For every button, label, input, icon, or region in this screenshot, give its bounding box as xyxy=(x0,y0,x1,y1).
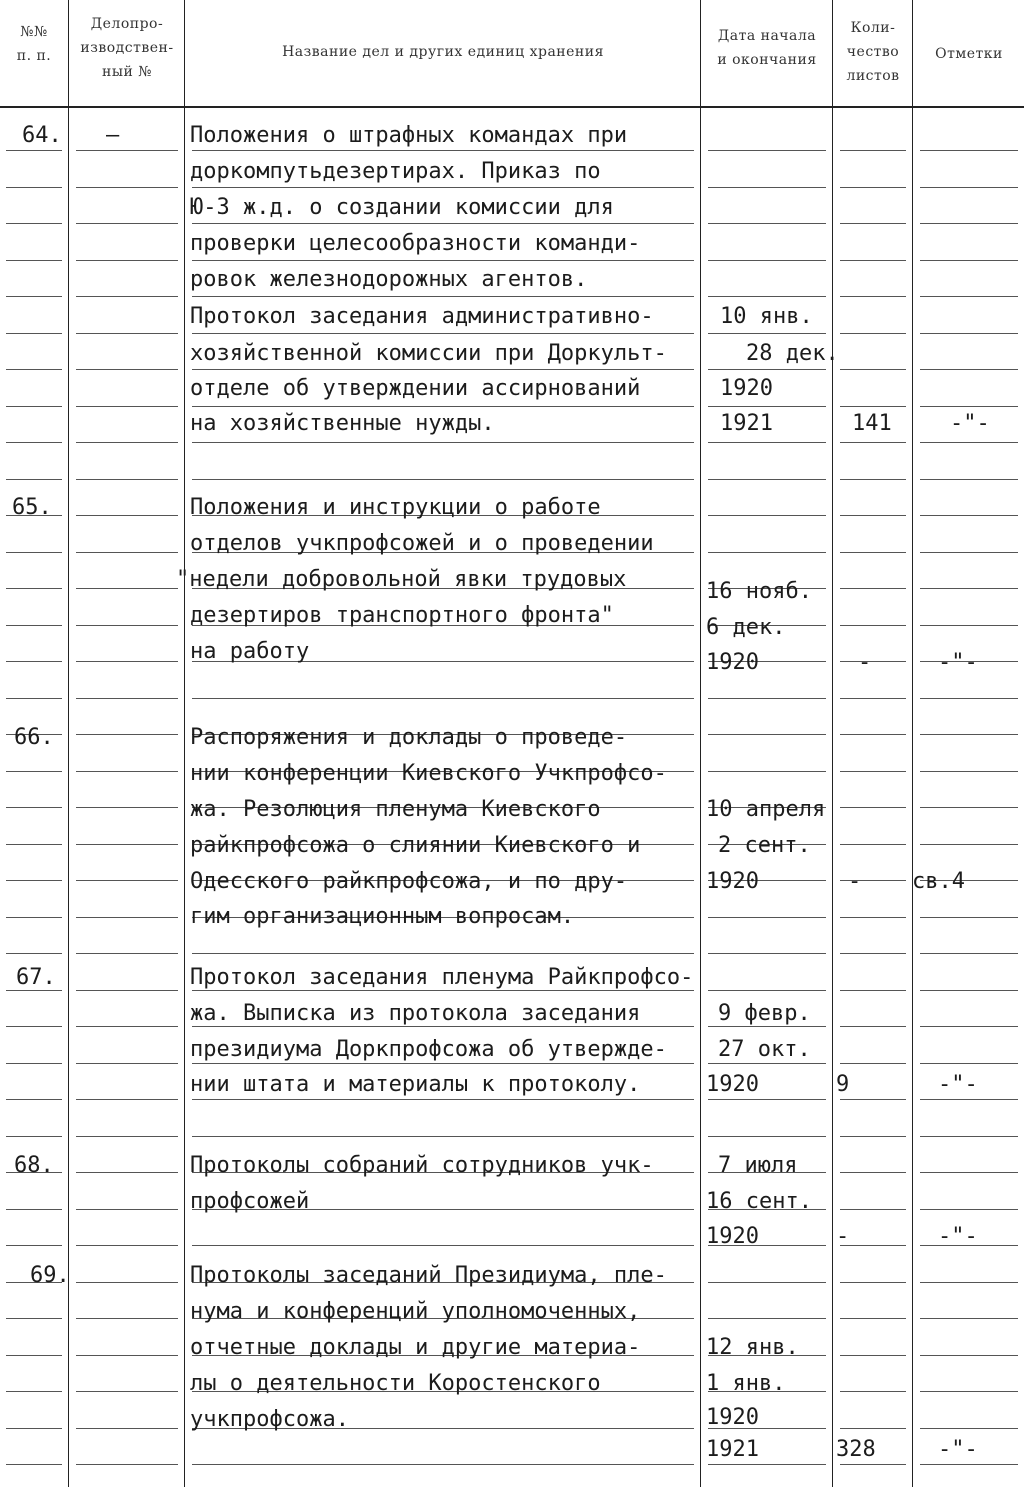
ledger-rule xyxy=(920,625,1018,626)
ledger-rule xyxy=(76,917,178,918)
title-line: нии конференции Киевского Учкпрофсо- xyxy=(190,761,667,786)
ledger-rule xyxy=(76,1282,178,1283)
ledger-rule xyxy=(76,296,178,297)
notes: св.4 xyxy=(912,869,965,894)
entry-number: 64. xyxy=(22,123,62,148)
ledger-rule xyxy=(840,625,906,626)
ledger-rule xyxy=(76,625,178,626)
title-line: Ю-З ж.д. о создании комиссии для xyxy=(190,195,614,220)
ledger-rule xyxy=(708,260,826,261)
notes: -"- xyxy=(938,1224,978,1249)
ledger-rule xyxy=(920,698,1018,699)
date-year: 1920 xyxy=(706,650,759,675)
ledger-rule xyxy=(840,917,906,918)
header-col-notes: Отметки xyxy=(935,46,1003,62)
entry-number: 67. xyxy=(16,965,56,990)
ledger-rule xyxy=(840,807,906,808)
ledger-rule xyxy=(708,917,826,918)
ledger-rule xyxy=(192,1136,694,1137)
ledger-rule xyxy=(920,515,1018,516)
ledger-rule xyxy=(920,734,1018,735)
ledger-rule xyxy=(840,661,906,662)
ledger-rule xyxy=(76,1063,178,1064)
ledger-rule xyxy=(6,1318,62,1319)
date-start: 9 февр. xyxy=(718,1001,811,1026)
date-year: 1920 xyxy=(706,1405,759,1430)
ledger-rule xyxy=(920,1391,1018,1392)
title-line: Протоколы заседаний Президиума, пле- xyxy=(190,1263,667,1288)
ledger-rule xyxy=(840,698,906,699)
sheet-count: - xyxy=(858,650,872,675)
ledger-rule xyxy=(920,1209,1018,1210)
ledger-rule xyxy=(920,1355,1018,1356)
ledger-rule xyxy=(76,369,178,370)
ledger-rule xyxy=(6,1245,62,1246)
header-col-dates: Дата начала и окончания xyxy=(717,28,817,68)
ledger-rule xyxy=(76,734,178,735)
ledger-rule xyxy=(920,369,1018,370)
column-divider xyxy=(184,0,185,1487)
ledger-rule xyxy=(708,1318,826,1319)
title-line: профсожей xyxy=(190,1189,310,1214)
ledger-rule xyxy=(76,1099,178,1100)
ledger-rule xyxy=(708,1136,826,1137)
ledger-rule xyxy=(6,625,62,626)
title-line: на хозяйственные нужды. xyxy=(190,411,495,436)
ledger-rule xyxy=(840,734,906,735)
title-line: Протоколы собраний сотрудников учк- xyxy=(190,1153,654,1178)
ledger-rule xyxy=(6,333,62,334)
ledger-rule xyxy=(192,1464,694,1465)
ledger-rule xyxy=(6,771,62,772)
date-end: 28 дек. xyxy=(746,341,839,366)
ledger-rule xyxy=(76,1245,178,1246)
ledger-rule xyxy=(708,187,826,188)
ledger-rule xyxy=(76,223,178,224)
date-end: 2 сент. xyxy=(718,833,811,858)
ledger-rule xyxy=(840,442,906,443)
ledger-rule xyxy=(840,515,906,516)
ledger-rule xyxy=(840,369,906,370)
ledger-rule xyxy=(192,442,694,443)
ledger-rule xyxy=(6,1391,62,1392)
ledger-rule xyxy=(708,771,826,772)
ledger-rule xyxy=(6,844,62,845)
title-line: "недели добровольной явки трудовых xyxy=(176,567,627,592)
ledger-rule xyxy=(6,698,62,699)
ledger-rule xyxy=(6,1026,62,1027)
ledger-rule xyxy=(840,1099,906,1100)
ledger-rule xyxy=(76,588,178,589)
ledger-rule xyxy=(920,223,1018,224)
title-line: райкпрофсожа о слиянии Киевского и xyxy=(190,833,641,858)
date-end: 6 дек. xyxy=(706,615,786,640)
header-col-num: №№ п. п. xyxy=(16,24,52,64)
header-col-count: Коли- чество листов xyxy=(846,20,900,84)
ledger-rule xyxy=(76,515,178,516)
ledger-rule xyxy=(6,223,62,224)
ledger-rule xyxy=(840,771,906,772)
ledger-rule xyxy=(708,296,826,297)
ledger-rule xyxy=(920,990,1018,991)
ledger-rule xyxy=(192,698,694,699)
ledger-rule xyxy=(708,1282,826,1283)
ledger-rule xyxy=(708,442,826,443)
ledger-rule xyxy=(76,1026,178,1027)
column-divider xyxy=(700,0,701,1487)
ledger-rule xyxy=(920,807,1018,808)
ledger-rule xyxy=(708,150,826,151)
date-year: 1920 xyxy=(720,376,773,401)
ledger-rule xyxy=(76,333,178,334)
ledger-rule xyxy=(76,771,178,772)
ledger-rule xyxy=(840,1428,906,1429)
ledger-rule xyxy=(840,588,906,589)
ledger-rule xyxy=(6,1355,62,1356)
date-start: 10 апреля xyxy=(706,797,826,822)
title-line: учкпрофсожа. xyxy=(190,1407,349,1432)
title-line: Положения о штрафных командах при xyxy=(190,123,628,148)
title-line: Одесского райкпрофсожа, и по дру- xyxy=(190,869,628,894)
date-start: 16 нояб. xyxy=(706,579,812,604)
entry-number: 69. xyxy=(30,1263,70,1288)
ledger-rule xyxy=(76,260,178,261)
ledger-rule xyxy=(920,552,1018,553)
ledger-rule xyxy=(6,296,62,297)
ledger-rule xyxy=(920,260,1018,261)
title-line: президиума Доркпрофсожа об утвержде- xyxy=(190,1037,667,1062)
notes: -"- xyxy=(950,411,990,436)
ledger-rule xyxy=(840,1282,906,1283)
ledger-rule xyxy=(6,552,62,553)
title-line: отделов учкпрофсожей и о проведении xyxy=(190,531,654,556)
title-line: отделе об утверждении ассирнований xyxy=(190,376,641,401)
header-divider xyxy=(0,106,1024,108)
title-line: хозяйственной комиссии при Доркульт- xyxy=(190,341,667,366)
ledger-rule xyxy=(840,150,906,151)
date-year: 1920 xyxy=(706,869,759,894)
title-line: ровок железнодорожных агентов. xyxy=(190,267,588,292)
title-line: проверки целесообразности команди- xyxy=(190,231,641,256)
ledger-rule xyxy=(6,406,62,407)
ledger-rule xyxy=(840,552,906,553)
ledger-rule xyxy=(6,187,62,188)
ledger-rule xyxy=(76,187,178,188)
ledger-rule xyxy=(840,953,906,954)
ledger-rule xyxy=(708,552,826,553)
ledger-rule xyxy=(708,990,826,991)
ledger-rule xyxy=(840,1136,906,1137)
ledger-rule xyxy=(708,515,826,516)
ledger-rule xyxy=(6,807,62,808)
ledger-rule xyxy=(192,479,694,480)
title-line: гим организационным вопросам. xyxy=(190,904,575,929)
ledger-rule xyxy=(6,1099,62,1100)
ledger-rule xyxy=(6,953,62,954)
date-year: 1920 xyxy=(706,1224,759,1249)
date-end: 16 сент. xyxy=(706,1189,812,1214)
entry-number: 66. xyxy=(14,725,54,750)
date-end: 1 янв. xyxy=(706,1371,786,1396)
ledger-rule xyxy=(920,479,1018,480)
date-start: 10 янв. xyxy=(720,304,813,329)
title-line: Протокол заседания пленума Райкпрофсо- xyxy=(190,965,694,990)
ledger-rule xyxy=(76,1172,178,1173)
date-year: 1921 xyxy=(706,1437,759,1462)
ledger-rule xyxy=(840,1172,906,1173)
ledger-rule xyxy=(840,990,906,991)
ledger-rule xyxy=(920,187,1018,188)
ledger-rule xyxy=(840,1391,906,1392)
ledger-rule xyxy=(920,1136,1018,1137)
title-line: Распоряжения и доклады о проведе- xyxy=(190,725,628,750)
ledger-rule xyxy=(6,1428,62,1429)
ledger-rule xyxy=(920,1172,1018,1173)
ledger-rule xyxy=(708,953,826,954)
ledger-rule xyxy=(76,953,178,954)
ledger-rule xyxy=(840,1063,906,1064)
ledger-rule xyxy=(840,333,906,334)
ledger-rule xyxy=(6,661,62,662)
ledger-rule xyxy=(840,1318,906,1319)
ledger-rule xyxy=(708,223,826,224)
title-line: на работу xyxy=(190,639,310,664)
ledger-rule xyxy=(920,844,1018,845)
ledger-rule xyxy=(6,442,62,443)
ledger-rule xyxy=(920,953,1018,954)
ledger-rule xyxy=(76,1391,178,1392)
ledger-rule xyxy=(920,917,1018,918)
title-line: нума и конференций уполномоченных, xyxy=(190,1299,641,1324)
ledger-rule xyxy=(76,844,178,845)
title-line: доркомпутьдезертирах. Приказ по xyxy=(190,159,601,184)
ledger-rule xyxy=(76,1355,178,1356)
ledger-rule xyxy=(76,150,178,151)
date-year: 1921 xyxy=(720,411,773,436)
ledger-rule xyxy=(76,990,178,991)
notes: -"- xyxy=(938,1437,978,1462)
ledger-rule xyxy=(840,187,906,188)
title-line: Протокол заседания административно- xyxy=(190,304,654,329)
ledger-rule xyxy=(76,661,178,662)
ledger-rule xyxy=(708,479,826,480)
ledger-rule xyxy=(840,260,906,261)
ledger-rule xyxy=(920,1428,1018,1429)
sheet-count: 328 xyxy=(836,1437,876,1462)
header-col-title: Название дел и других единиц хранения xyxy=(282,44,604,60)
ledger-rule xyxy=(76,880,178,881)
date-end: 27 окт. xyxy=(718,1037,811,1062)
title-line: лы о деятельности Коростенского xyxy=(190,1371,601,1396)
ledger-rule xyxy=(6,369,62,370)
ledger-rule xyxy=(708,698,826,699)
ledger-rule xyxy=(920,1318,1018,1319)
ledger-rule xyxy=(708,734,826,735)
ledger-rule xyxy=(76,442,178,443)
ledger-rule xyxy=(6,1464,62,1465)
title-line: жа. Резолюция пленума Киевского xyxy=(190,797,601,822)
entry-number: 65. xyxy=(12,495,52,520)
title-line: нии штата и материалы к протоколу. xyxy=(190,1072,641,1097)
header-col-office: Делопро- изводствен- ный № xyxy=(80,16,174,80)
ledger-rule xyxy=(76,1464,178,1465)
sheet-count: - xyxy=(848,869,862,894)
ledger-rule xyxy=(840,479,906,480)
ledger-rule xyxy=(76,479,178,480)
ledger-rule xyxy=(76,698,178,699)
sheet-count: - xyxy=(836,1224,850,1249)
title-line: отчетные доклады и другие материа- xyxy=(190,1335,641,1360)
ledger-rule xyxy=(840,844,906,845)
ledger-rule xyxy=(840,1355,906,1356)
column-divider xyxy=(912,0,913,1487)
ledger-rule xyxy=(6,1136,62,1137)
ledger-rule xyxy=(920,442,1018,443)
ledger-rule xyxy=(840,1245,906,1246)
ledger-rule xyxy=(6,917,62,918)
ledger-rule xyxy=(76,1209,178,1210)
ledger-rule xyxy=(6,1063,62,1064)
ledger-rule xyxy=(840,296,906,297)
title-line: Положения и инструкции о работе xyxy=(190,495,601,520)
entry-number: 68. xyxy=(14,1153,54,1178)
ledger-rule xyxy=(920,588,1018,589)
ledger-rule xyxy=(840,1209,906,1210)
ledger-rule xyxy=(920,1063,1018,1064)
ledger-rule xyxy=(76,1318,178,1319)
date-year: 1920 xyxy=(706,1072,759,1097)
ledger-rule xyxy=(840,1026,906,1027)
ledger-rule xyxy=(920,150,1018,151)
office-number: — xyxy=(106,123,120,148)
sheet-count: 9 xyxy=(836,1072,850,1097)
ledger-rule xyxy=(920,296,1018,297)
ledger-rule xyxy=(6,479,62,480)
ledger-rule xyxy=(920,1282,1018,1283)
title-line: жа. Выписка из протокола заседания xyxy=(190,1001,641,1026)
ledger-rule xyxy=(6,880,62,881)
ledger-rule xyxy=(920,333,1018,334)
ledger-rule xyxy=(840,223,906,224)
ledger-rule xyxy=(76,807,178,808)
ledger-rule xyxy=(76,1428,178,1429)
sheet-count: 141 xyxy=(852,411,892,436)
notes: -"- xyxy=(938,1072,978,1097)
date-start: 12 янв. xyxy=(706,1335,799,1360)
title-line: дезертиров транспортного фронта" xyxy=(190,603,614,628)
ledger-rule xyxy=(76,1136,178,1137)
ledger-rule xyxy=(920,771,1018,772)
ledger-rule xyxy=(76,406,178,407)
ledger-rule xyxy=(6,260,62,261)
ledger-rule xyxy=(920,1026,1018,1027)
ledger-rule xyxy=(192,1245,694,1246)
ledger-rule xyxy=(6,588,62,589)
ledger-rule xyxy=(6,1209,62,1210)
ledger-rule xyxy=(76,552,178,553)
ledger-rule xyxy=(192,953,694,954)
date-start: 7 июля xyxy=(718,1153,798,1178)
column-divider xyxy=(832,0,833,1487)
notes: -"- xyxy=(938,650,978,675)
